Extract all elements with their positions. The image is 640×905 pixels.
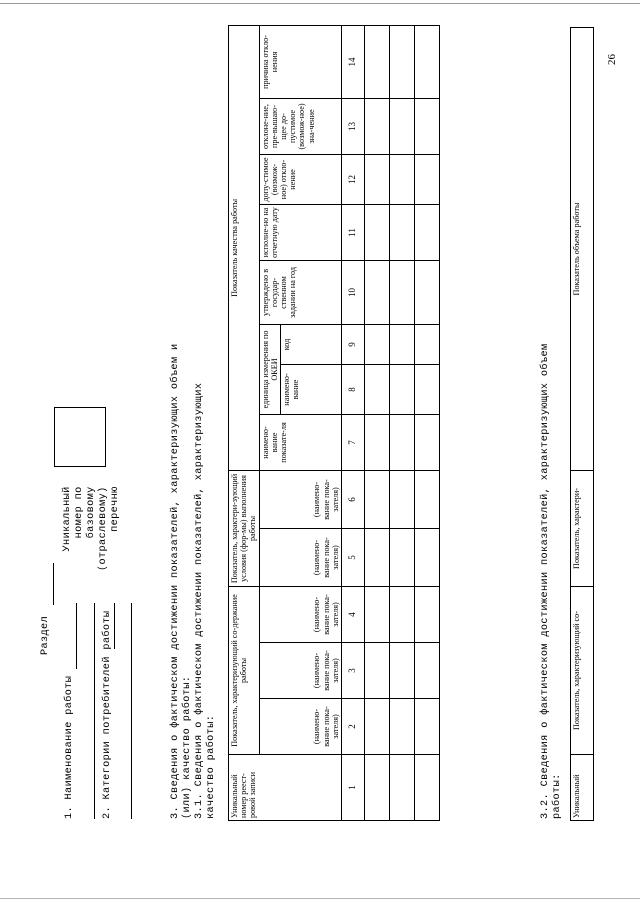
table-cell[interactable]	[365, 414, 390, 470]
column-number-14: 14	[342, 25, 365, 98]
work-name-line	[76, 603, 77, 669]
header-content-sub-3: (наимено-вание пока-зателя)	[259, 586, 341, 642]
column-number-6: 6	[342, 470, 365, 528]
table-cell[interactable]	[390, 154, 415, 204]
column-number-10: 10	[342, 260, 365, 324]
table-cell[interactable]	[415, 470, 440, 528]
item31-line-2: качество работы:	[206, 714, 217, 819]
table-cell[interactable]	[365, 470, 390, 528]
work-name-label: 1. Наименование работы	[64, 675, 75, 819]
table-cell[interactable]	[365, 755, 390, 821]
table-cell[interactable]	[415, 364, 440, 414]
rotated-form	[40, 0, 640, 905]
table-cell[interactable]	[390, 586, 415, 642]
column-number-4: 4	[342, 586, 365, 642]
header-reason: причина откло-нения	[259, 25, 341, 98]
column-number-3: 3	[342, 643, 365, 699]
header-conditions-sub-2: (наимено-вание пока-зателя)	[259, 470, 341, 528]
column-number-9: 9	[342, 324, 365, 364]
table-cell[interactable]	[390, 755, 415, 821]
table-cell[interactable]	[365, 643, 390, 699]
table-cell[interactable]	[415, 528, 440, 586]
table-cell[interactable]	[365, 528, 390, 586]
table-cell[interactable]	[390, 98, 415, 154]
page-number: 26	[606, 54, 618, 65]
table-cell[interactable]	[390, 204, 415, 260]
table-cell[interactable]	[365, 324, 390, 364]
registry-number-label	[62, 486, 122, 571]
item32-line-1: 3.2. Сведения о фактическом достижении показателей, характеризующих объем	[540, 343, 551, 819]
header-content-sub-1: (наимено-вание пока-зателя)	[259, 699, 341, 755]
table-cell[interactable]	[415, 699, 440, 755]
work-name-line-2	[94, 603, 95, 819]
table-cell[interactable]	[365, 699, 390, 755]
column-number-12: 12	[342, 154, 365, 204]
header-conditions-sub-1: (наимено-вание пока-зателя)	[259, 528, 341, 586]
item31-line-1: 3.1. Сведения о фактическом достижении показателей, характеризующих	[194, 382, 205, 819]
table-cell[interactable]	[415, 260, 440, 324]
registry-line-2: номер по	[74, 486, 85, 539]
registry-number-box[interactable]	[54, 407, 106, 467]
header-content-group: Показатель, характеризующий со-держание работы	[229, 586, 260, 754]
column-number-1: 1	[342, 755, 365, 821]
header-unit-group: единица измерения по ОКЕИ	[259, 324, 280, 414]
table-cell[interactable]	[365, 154, 390, 204]
header-approved: утверждено в государ-ственном задании на год	[259, 260, 341, 324]
table-cell[interactable]	[365, 25, 390, 98]
table-cell[interactable]	[415, 643, 440, 699]
volume-header-volume-group: Показатель объема работы	[571, 28, 594, 471]
item32-line-2: работы:	[552, 773, 563, 819]
consumers-line-2	[131, 603, 132, 819]
table-cell[interactable]	[390, 643, 415, 699]
table-row	[365, 25, 390, 820]
table-cell[interactable]	[415, 98, 440, 154]
registry-line-5: перечню	[110, 486, 121, 532]
volume-header-content-group: Показатель, характеризующий со-	[571, 587, 594, 755]
header-over-deviation: отклоне-ние, пре-вышаю-щее до-пустимое (возмож-ное) зна-чение	[259, 98, 341, 154]
column-number-5: 5	[342, 528, 365, 586]
table-cell[interactable]	[365, 98, 390, 154]
table-cell[interactable]	[390, 414, 415, 470]
section-underline	[53, 563, 54, 605]
table-cell[interactable]	[365, 586, 390, 642]
table-cell[interactable]	[390, 364, 415, 414]
table-cell[interactable]	[415, 324, 440, 364]
header-unit-code: код	[281, 324, 342, 364]
header-content-sub-2: (наимено-вание пока-зателя)	[259, 643, 341, 699]
table-cell[interactable]	[415, 204, 440, 260]
table-cell[interactable]	[365, 204, 390, 260]
table-cell[interactable]	[415, 586, 440, 642]
header-quality-group: Показатель качества работы	[229, 25, 260, 470]
table-cell[interactable]	[365, 260, 390, 324]
table-cell[interactable]	[390, 699, 415, 755]
header-conditions-group: Показатель, характери-зующий условия (фор-мы) выполнения работы	[229, 470, 260, 586]
column-number-8: 8	[342, 364, 365, 414]
table-cell[interactable]	[365, 364, 390, 414]
header-executed: исполне-но на отчетную дату	[259, 204, 341, 260]
table-cell[interactable]	[415, 25, 440, 98]
item3-line-1: 3. Сведения о фактическом достижении показателей, характеризующих объем и	[170, 343, 181, 819]
volume-header-conditions-group: Показатель, характери-	[571, 471, 594, 587]
table-cell[interactable]	[390, 260, 415, 324]
column-number-2: 2	[342, 699, 365, 755]
table-cell[interactable]	[390, 528, 415, 586]
consumers-label: 2. Категории потребителей работы	[102, 610, 113, 819]
column-number-7: 7	[342, 414, 365, 470]
table-cell[interactable]	[390, 25, 415, 98]
consumers-line	[114, 603, 115, 649]
column-number-11: 11	[342, 204, 365, 260]
header-indicator-name: наимено-вание показате-ля	[259, 414, 341, 470]
item3-line-2: (или) качество работы:	[182, 675, 193, 819]
table-cell[interactable]	[390, 470, 415, 528]
table-row	[390, 25, 415, 820]
table-row	[415, 25, 440, 820]
column-number-13: 13	[342, 98, 365, 154]
header-allowed-deviation: допу-стимое (возмож-ное) откло-нение	[259, 154, 341, 204]
table-cell[interactable]	[415, 414, 440, 470]
volume-header-unique-number: Уникальный	[571, 755, 594, 821]
table-cell[interactable]	[390, 324, 415, 364]
table-cell[interactable]	[415, 154, 440, 204]
quality-table	[228, 25, 440, 821]
registry-line-3: базовому	[86, 486, 97, 539]
section-label: Раздел	[40, 615, 51, 655]
registry-line-4: (отраслевому)	[98, 486, 109, 571]
header-unique-number: Уникальный номер реест-ровой записи	[229, 755, 342, 821]
table-cell[interactable]	[415, 755, 440, 821]
registry-line-1: Уникальный	[62, 486, 73, 552]
header-unit-name: наимено-вание	[281, 364, 342, 414]
volume-table	[570, 27, 594, 821]
